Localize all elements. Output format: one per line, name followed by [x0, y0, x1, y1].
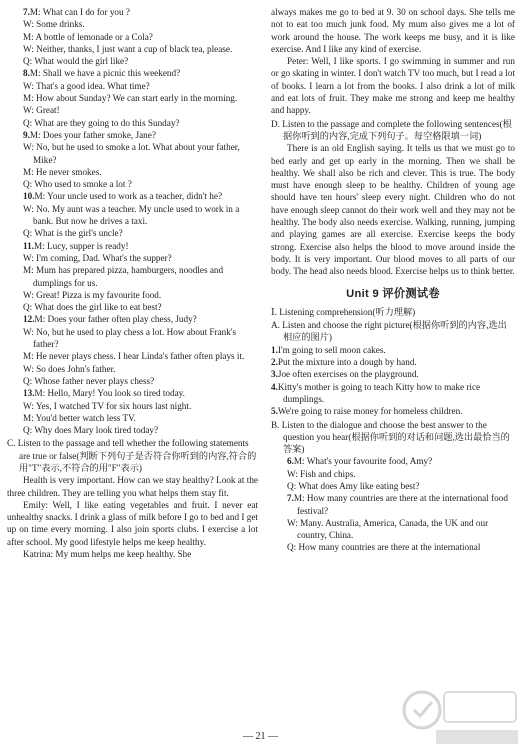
line-text: M: Shall we have a picnic this weekend?	[29, 68, 181, 79]
line-text: M: What's your favourite food, Amy?	[293, 456, 433, 467]
dialogue-line	[271, 468, 515, 480]
dialogue-line	[7, 264, 258, 289]
page-number: — 21 —	[243, 730, 278, 742]
question-item	[271, 405, 515, 417]
line-text: W: Great!	[23, 105, 60, 116]
line-text: M: Mum has prepared pizza, hamburgers, noodles and dumplings for us.	[23, 265, 224, 288]
dialogue-line	[7, 375, 258, 387]
line-text: Health is very important. How can we stay healthy? Look at the three children. They are telling you what helps them stay fit.	[7, 475, 258, 498]
dialogue-line	[7, 289, 258, 301]
passage-paragraph	[271, 142, 515, 277]
line-text: W: Neither, thanks, I just want a cup of black tea, please.	[23, 43, 233, 54]
line-text: M: He never smokes.	[23, 166, 102, 177]
line-text: Q: Whose father never plays chess?	[23, 375, 155, 386]
line-text: B. Listen to the dialogue and choose the best answer to the question you hear(根据你听到的对话和问题,选出最恰当的答案)	[271, 419, 510, 455]
dialogue-line	[7, 190, 258, 202]
item-number: 13.	[23, 388, 35, 399]
line-text: W: Great! Pizza is my favourite food.	[23, 289, 162, 300]
dialogue-line	[7, 104, 258, 116]
dialogue-line	[7, 363, 258, 375]
question-item	[271, 368, 515, 380]
line-text: M: Does your father often play chess, Judy?	[34, 314, 197, 325]
dialogue-line	[7, 301, 258, 313]
line-text: There is an old English saying. It tells us that we must go to bed early and get up early in the morning. Then we shall be healthy. We shall also be rich and clever. This is true. The body must have enough sleep to be healthy. Children of young age should have ten hours' sleep every night. Children who do not have enough sleep cannot do their work well and they may not be healthy. The body also needs exercise. Walking, running, jumping and playing games are all exercise. Exercise keeps the body strong. Exercise also helps the blood to move around inside the body. It is very important. Our blood moves to all parts of our body. The head also needs blood. Exercise helps us to think better.	[271, 143, 515, 277]
dialogue-line	[7, 252, 258, 264]
line-text: W: I'm coming, Dad. What's the supper?	[23, 252, 172, 263]
dialogue-line	[7, 400, 258, 412]
line-text: Q: What does the girl like to eat best?	[23, 302, 162, 313]
item-number: 10.	[23, 191, 35, 202]
passage-paragraph	[271, 55, 515, 116]
passage-paragraph	[7, 548, 258, 560]
dialogue-line	[7, 387, 258, 399]
dialogue-line	[7, 129, 258, 141]
dialogue-line	[7, 203, 258, 228]
dialogue-line	[7, 141, 258, 166]
dialogue-line	[271, 541, 515, 553]
line-text: Q: What is the girl's uncle?	[23, 228, 123, 239]
section-instruction	[271, 419, 515, 456]
dialogue-line	[7, 18, 258, 30]
item-number: 3.	[271, 369, 278, 380]
line-text: Emily: Well, I like eating vegetables and fruit. I never eat unhealthy snacks. I drink a glass of milk before I go to bed and I get up on time every morning. I also join sports clubs. I exercise a lot after school. My good lifestyle helps me keep healthy.	[7, 499, 258, 547]
line-text: W: No, but he used to smoke a lot. What about your father, Mike?	[23, 142, 240, 165]
item-number: 6.	[287, 456, 294, 467]
line-text: Katrina: My mum helps me keep healthy. She	[23, 549, 192, 560]
part-heading	[271, 306, 515, 318]
line-text: W: Fish and chips.	[287, 468, 356, 479]
dialogue-line	[7, 6, 258, 18]
line-text: Peter: Well, I like sports. I go swimming in summer and run or go skating in winter. I don't watch TV too much, but I read a lot of books. I learn a lot from the books. I also drink a lot of milk and eat lots of fruit. They make me strong and keep me healthy and happy.	[271, 56, 515, 116]
item-number: 5.	[271, 406, 278, 417]
unit-heading	[271, 288, 515, 300]
item-number: 7.	[23, 7, 30, 17]
line-text: Q: Why does Mary look tired today?	[23, 425, 159, 436]
dialogue-line	[7, 80, 258, 92]
line-text: M: Does your father smoke, Jane?	[29, 129, 156, 140]
dialogue-line	[7, 92, 258, 104]
line-text: Q: What are they going to do this Sunday?	[23, 117, 180, 128]
right-column	[271, 6, 515, 554]
line-text: M: He never plays chess. I hear Linda's father often plays it.	[23, 351, 245, 362]
passage-paragraph	[7, 499, 258, 548]
line-text: Q: What does Amy like eating best?	[287, 480, 420, 491]
item-number: 4.	[271, 381, 278, 392]
dialogue-line	[7, 313, 258, 325]
line-text: Q: How many countries are there at the international	[287, 542, 481, 553]
dialogue-line	[7, 412, 258, 424]
item-number: 7.	[287, 493, 294, 504]
line-text: M: Hello, Mary! You look so tired today.	[34, 388, 185, 399]
line-text: always makes me go to bed at 9. 30 on school days. She tells me not to eat too much junk food. My mum also gives me a lot of work around the house. The work keeps me busy, and it is like exercise. And I like any kind of exercise.	[271, 7, 515, 54]
dialogue-line	[7, 43, 258, 55]
line-text: Unit 9 评价测试卷	[346, 287, 440, 300]
line-text: Ⅰ. Listening comprehension(听力理解)	[271, 306, 416, 317]
line-text: Q: What would the girl like?	[23, 56, 129, 67]
passage-paragraph	[271, 6, 515, 55]
line-text: W: No. My aunt was a teacher. My uncle used to work in a bank. But now he drives a taxi.	[23, 203, 240, 227]
dialogue-line	[271, 455, 515, 467]
item-number: 11.	[23, 240, 34, 251]
item-number: 8.	[23, 68, 30, 79]
line-text: C. Listen to the passage and tell whether the following statements are true or false(判断下列句子是否符合你听到的内容,符合的用"T"表示,不符合的用"F"表示)	[7, 438, 257, 473]
section-instruction	[271, 118, 515, 143]
line-text: M: What can I do for you ?	[29, 7, 130, 17]
line-text: M: Lucy, supper is ready!	[33, 240, 129, 251]
line-text: W: Many. Australia, America, Canada, the UK and our country, China.	[287, 517, 489, 541]
line-text: W: No, but he used to play chess a lot. How about Frank's father?	[23, 326, 237, 350]
dialogue-line	[7, 117, 258, 129]
section-instruction	[7, 437, 258, 474]
question-item	[271, 356, 515, 368]
dialogue-line	[271, 480, 515, 492]
line-text: I'm going to sell moon cakes.	[277, 344, 386, 355]
dialogue-line	[271, 492, 515, 517]
item-number: 12.	[23, 314, 35, 325]
left-column	[7, 6, 258, 560]
line-text: Q: Who used to smoke a lot ?	[23, 179, 132, 190]
line-text: D. Listen to the passage and complete the following sentences(根据你听到的内容,完成下列句子。每空格限填一词)	[271, 118, 512, 141]
line-text: M: How many countries are there at the international food festival?	[293, 493, 508, 516]
line-text: W: Some drinks.	[23, 19, 85, 30]
line-text: Joe often exercises on the playground.	[277, 369, 419, 380]
item-number: 1.	[271, 344, 278, 355]
line-text: M: A bottle of lemonade or a Cola?	[23, 31, 153, 42]
line-text: We're going to raise money for homeless children.	[277, 406, 463, 417]
line-text: M: You'd better watch less TV.	[23, 412, 136, 423]
dialogue-line	[7, 166, 258, 178]
dialogue-line	[271, 517, 515, 542]
question-item	[271, 381, 515, 406]
dialogue-line	[7, 424, 258, 436]
line-text: A. Listen and choose the right picture(根据你听到的内容,选出相应的图片)	[271, 320, 507, 343]
line-text: Kitty's mother is going to teach Kitty how to make rice dumplings.	[277, 381, 481, 404]
item-number: 9.	[23, 129, 30, 140]
line-text: W: That's a good idea. What time?	[23, 80, 150, 91]
line-text: Put the mixture into a dough by hand.	[277, 357, 417, 368]
dialogue-line	[7, 350, 258, 362]
dialogue-line	[7, 55, 258, 67]
dialogue-line	[7, 326, 258, 351]
line-text: M: Your uncle used to work as a teacher, didn't he?	[34, 191, 223, 202]
dialogue-line	[7, 240, 258, 252]
passage-paragraph	[7, 474, 258, 499]
dialogue-line	[7, 178, 258, 190]
line-text: W: So does John's father.	[23, 363, 116, 374]
question-item	[271, 344, 515, 356]
item-number: 2.	[271, 357, 278, 368]
section-instruction	[271, 319, 515, 344]
dialogue-line	[7, 227, 258, 239]
dialogue-line	[7, 31, 258, 43]
line-text: W: Yes, I watched TV for six hours last night.	[23, 400, 192, 411]
dialogue-line	[7, 67, 258, 79]
line-text: M: How about Sunday? We can start early in the morning.	[23, 93, 238, 104]
